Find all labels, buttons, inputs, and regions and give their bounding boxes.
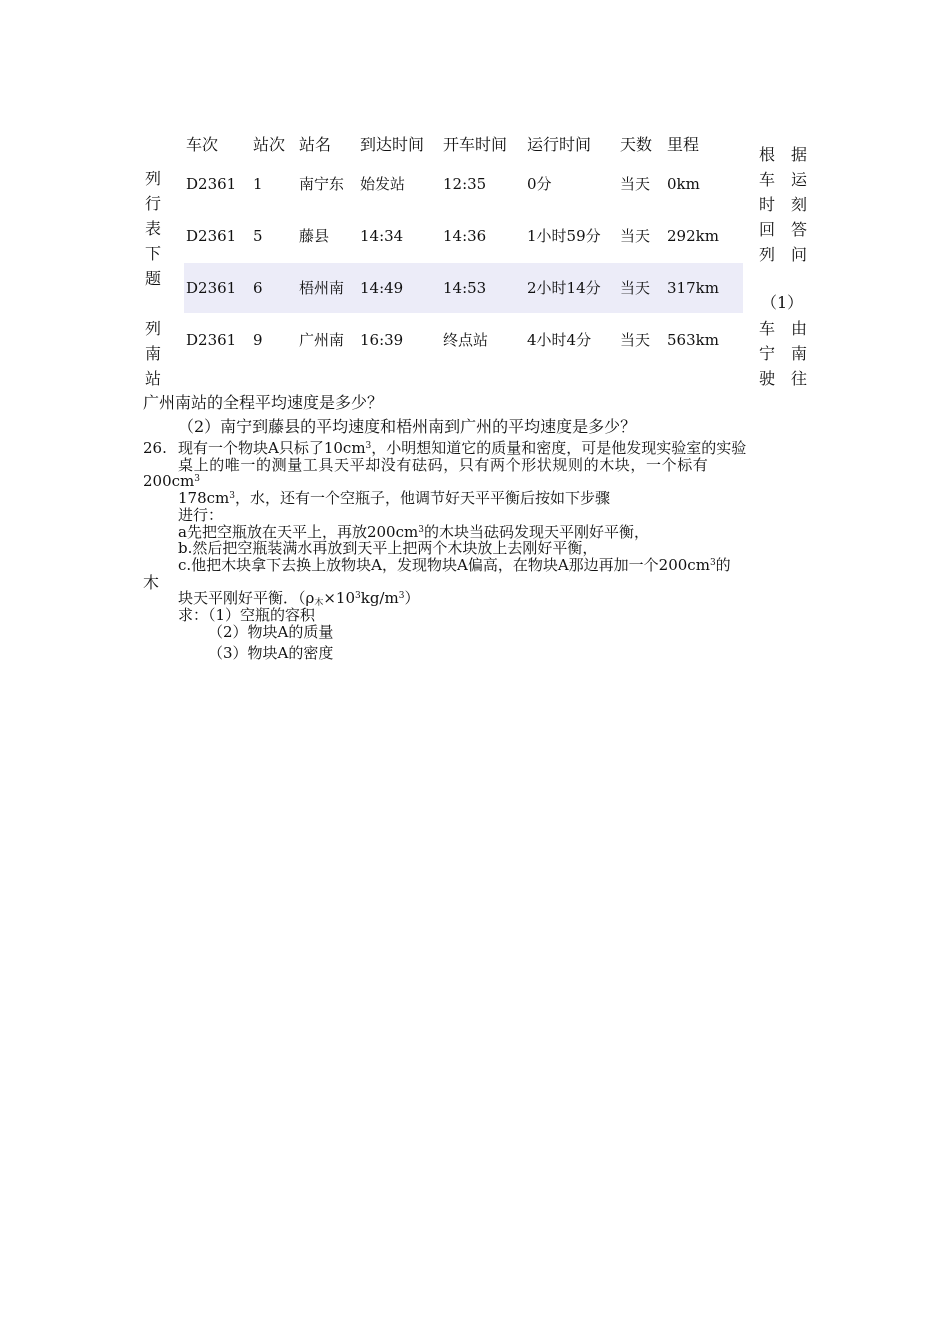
table-cell: 5: [253, 227, 263, 245]
wrap-char: 根: [758, 145, 775, 164]
wrap-char: 回: [758, 220, 775, 239]
wrap-char: 据: [790, 145, 807, 164]
wrap-char: 木: [143, 573, 160, 592]
table-cell: 当天: [620, 227, 651, 245]
text-run: 200cm: [143, 472, 195, 490]
table-cell: 当天: [620, 279, 651, 297]
wrap-char: 时: [758, 195, 775, 214]
wrap-char: 站: [144, 369, 161, 388]
table-cell: D2361: [186, 331, 237, 349]
problem-number: 26.: [143, 439, 167, 457]
table-cell: D2361: [186, 279, 237, 297]
header-distance: 里程: [667, 135, 700, 154]
superscript: 3: [365, 441, 372, 451]
problem-line: 进行：: [178, 506, 224, 524]
table-cell: 14:53: [443, 279, 487, 297]
text-run: 178cm: [178, 489, 230, 507]
table-cell: 当天: [620, 331, 651, 349]
wrap-char: 刻: [790, 195, 807, 214]
text-run: a先把空瓶放在天平上，再放200cm: [178, 523, 419, 541]
superscript: 3: [194, 474, 200, 484]
superscript: 3: [418, 525, 424, 535]
wrap-text-left-lower: [143, 321, 163, 396]
text-run: 的: [715, 556, 731, 574]
header-depart: 开车时间: [443, 135, 508, 154]
question-2-text: （2）南宁到藤县的平均速度和梧州南到广州的平均速度是多少？: [178, 417, 637, 436]
text-run: ，水，还有一个空瓶子，他调节好天平平衡后按如下步骤: [235, 489, 611, 507]
table-cell: D2361: [186, 175, 237, 193]
table-cell: 2小时14分: [527, 279, 601, 297]
wrap-char: 驶: [758, 369, 775, 388]
wrap-char: 行: [144, 194, 161, 213]
table-cell: 16:39: [360, 331, 404, 349]
wrap-text-right-d: [789, 321, 809, 396]
text-run: ×10: [323, 589, 355, 607]
header-run-time: 运行时间: [527, 135, 592, 154]
table-cell: 14:49: [360, 279, 404, 297]
wrap-char: 问: [790, 245, 807, 264]
text-run: 的木块当砝码发现天平刚好平衡，: [423, 523, 649, 541]
table-cell: 4小时4分: [527, 331, 592, 349]
table-cell: 563km: [667, 331, 719, 349]
superscript: 3: [355, 591, 361, 601]
wrap-char: 列: [144, 319, 161, 338]
wrap-char: 表: [144, 219, 161, 238]
table-cell: 14:34: [360, 227, 404, 245]
wrap-char: 列: [758, 245, 775, 264]
problem-line: 桌上的唯一的测量工具天平却没有砝码，只有两个形状规则的木块，一个标有: [178, 456, 709, 474]
table-cell: D2361: [186, 227, 237, 245]
wrap-text-right-b: [789, 147, 809, 272]
table-cell: 9: [253, 331, 263, 349]
wrap-char: 答: [790, 220, 807, 239]
table-cell: 终点站: [443, 331, 489, 349]
ask-line: （3）物块A的密度: [208, 644, 334, 662]
text-run: ）: [404, 589, 420, 607]
wrap-char: 车: [758, 170, 775, 189]
table-cell: 14:36: [443, 227, 487, 245]
wrap-char: 南: [144, 344, 161, 363]
table-cell: 0分: [527, 175, 552, 193]
step-c: [178, 558, 731, 573]
table-cell: 始发站: [360, 175, 406, 193]
text-run: 现有一个物块A只标了10cm: [178, 439, 366, 457]
wrap-char: 车: [758, 319, 775, 338]
table-cell: 南宁东: [299, 175, 345, 193]
step-a: [178, 525, 649, 540]
ask-line: （2）物块A的质量: [208, 623, 334, 641]
wrap-char: 由: [790, 319, 807, 338]
table-cell: 292km: [667, 227, 719, 245]
wrap-text-right-a: [757, 147, 777, 272]
table-cell: 0km: [667, 175, 700, 193]
superscript: 3: [709, 558, 716, 568]
question-1-number: （1）: [761, 293, 804, 312]
table-cell: 梧州南: [299, 279, 345, 297]
superscript: 3: [398, 591, 405, 601]
wrap-text-left-upper: [143, 171, 163, 296]
table-cell: 当天: [620, 175, 651, 193]
wrap-char: 往: [790, 369, 807, 388]
superscript: 3: [229, 491, 235, 501]
question-1-text: 广州南站的全程平均速度是多少？: [143, 393, 384, 412]
table-cell: 广州南: [299, 331, 345, 349]
table-cell: 6: [253, 279, 263, 297]
ask-line: 求：（1）空瓶的容积: [178, 606, 316, 624]
wrap-char: 下: [144, 244, 161, 263]
table-cell: 317km: [667, 279, 719, 297]
header-train-no: 车次: [186, 135, 219, 154]
wrap-char: 列: [144, 169, 161, 188]
wrap-char: 南: [790, 344, 807, 363]
subscript: 木: [314, 598, 324, 608]
step-b: b.然后把空瓶装满水再放到天平上把两个木块放上去刚好平衡，: [178, 539, 598, 557]
problem-line: [143, 474, 200, 489]
wrap-char: 题: [144, 269, 161, 288]
problem-line: [178, 441, 746, 456]
table-cell: 12:35: [443, 175, 487, 193]
header-arrive: 到达时间: [360, 135, 425, 154]
wrap-char: 宁: [758, 344, 775, 363]
table-cell: 1小时59分: [527, 227, 601, 245]
problem-line: [178, 491, 610, 506]
text-run: c.他把木块拿下去换上放物块A，发现物块A偏高，在物块A那边再加一个200cm: [178, 556, 710, 574]
table-cell: 1: [253, 175, 263, 193]
text-run: ，小明想知道它的质量和密度，可是他发现实验室的实验: [371, 439, 747, 457]
wrap-text-right-c: [757, 321, 777, 396]
header-stop-no: 站次: [253, 135, 286, 154]
header-days: 天数: [620, 135, 653, 154]
header-station: 站名: [299, 135, 332, 154]
text-run: 块天平刚好平衡．（ρ: [178, 589, 315, 607]
wrap-char: 运: [790, 170, 807, 189]
table-cell: 藤县: [299, 227, 330, 245]
text-run: kg/m: [360, 589, 399, 607]
